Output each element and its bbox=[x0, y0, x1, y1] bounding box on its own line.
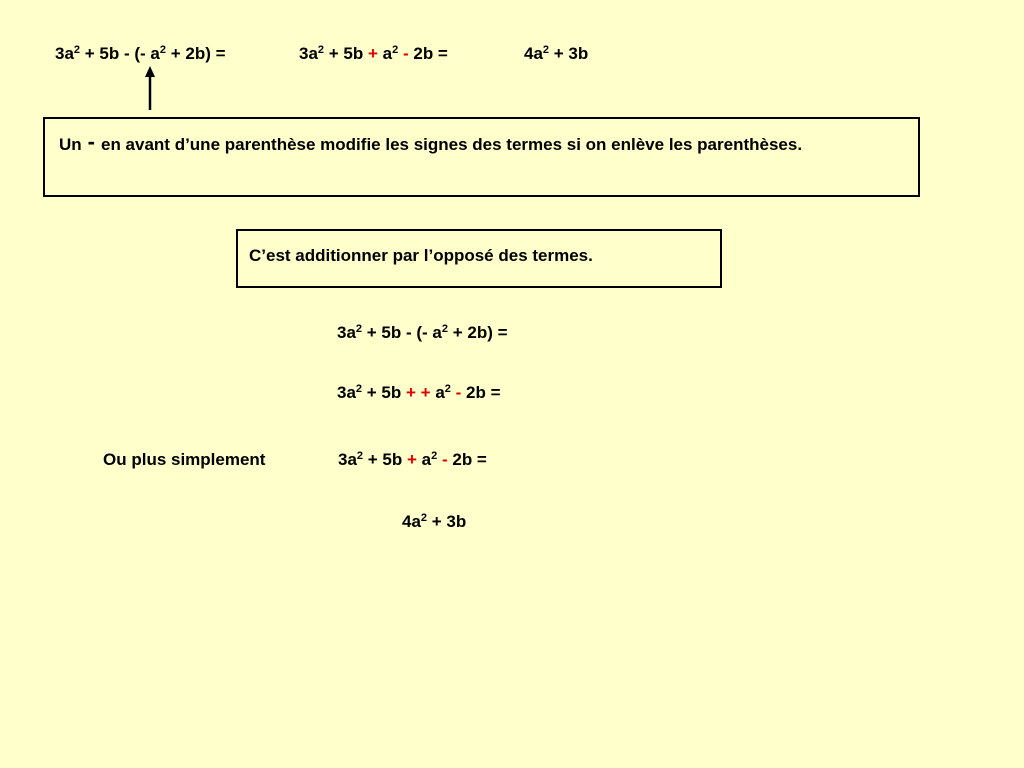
step-1-equation: $3a^2 + 5b$ - (- $a^2 + 2b$) = bbox=[337, 322, 508, 342]
red-plus-sign: + bbox=[405, 383, 416, 402]
up-arrow-icon bbox=[140, 66, 160, 112]
simply-label: Ou plus simplement bbox=[103, 450, 266, 469]
red-minus-sign: - bbox=[402, 44, 409, 63]
top-equation-expanded: $3a^2 + 5b + a^2 - 2b$ = bbox=[299, 43, 448, 63]
rule-box bbox=[43, 117, 920, 197]
red-minus-sign: - bbox=[455, 383, 462, 402]
red-minus-sign: - bbox=[441, 450, 448, 469]
top-equation-result: $4a^2 + 3b$ bbox=[524, 43, 589, 63]
opposite-box bbox=[236, 229, 722, 288]
top-equation-original: $3a^2 + 5b$ - (- $a^2 + 2b$) = bbox=[55, 43, 226, 63]
rule-minus-sign: - bbox=[87, 129, 95, 154]
rule-text: Un - en avant d’une parenthèse modifie les signes des termes si on enlève les parenthèses. bbox=[59, 129, 803, 154]
red-plus-sign: + bbox=[367, 44, 378, 63]
opposite-text: C’est additionner par l’opposé des termes. bbox=[249, 246, 593, 265]
step-2-equation: $3a^2 + 5b$ + + $a^2 - 2b$ = bbox=[337, 382, 501, 402]
red-plus-sign: + bbox=[406, 450, 417, 469]
final-result: $4a^2 + 3b$ bbox=[402, 511, 467, 531]
step-3-equation: $3a^2 + 5b + a^2 - 2b$ = bbox=[338, 449, 487, 469]
red-plus-sign: + bbox=[420, 383, 431, 402]
